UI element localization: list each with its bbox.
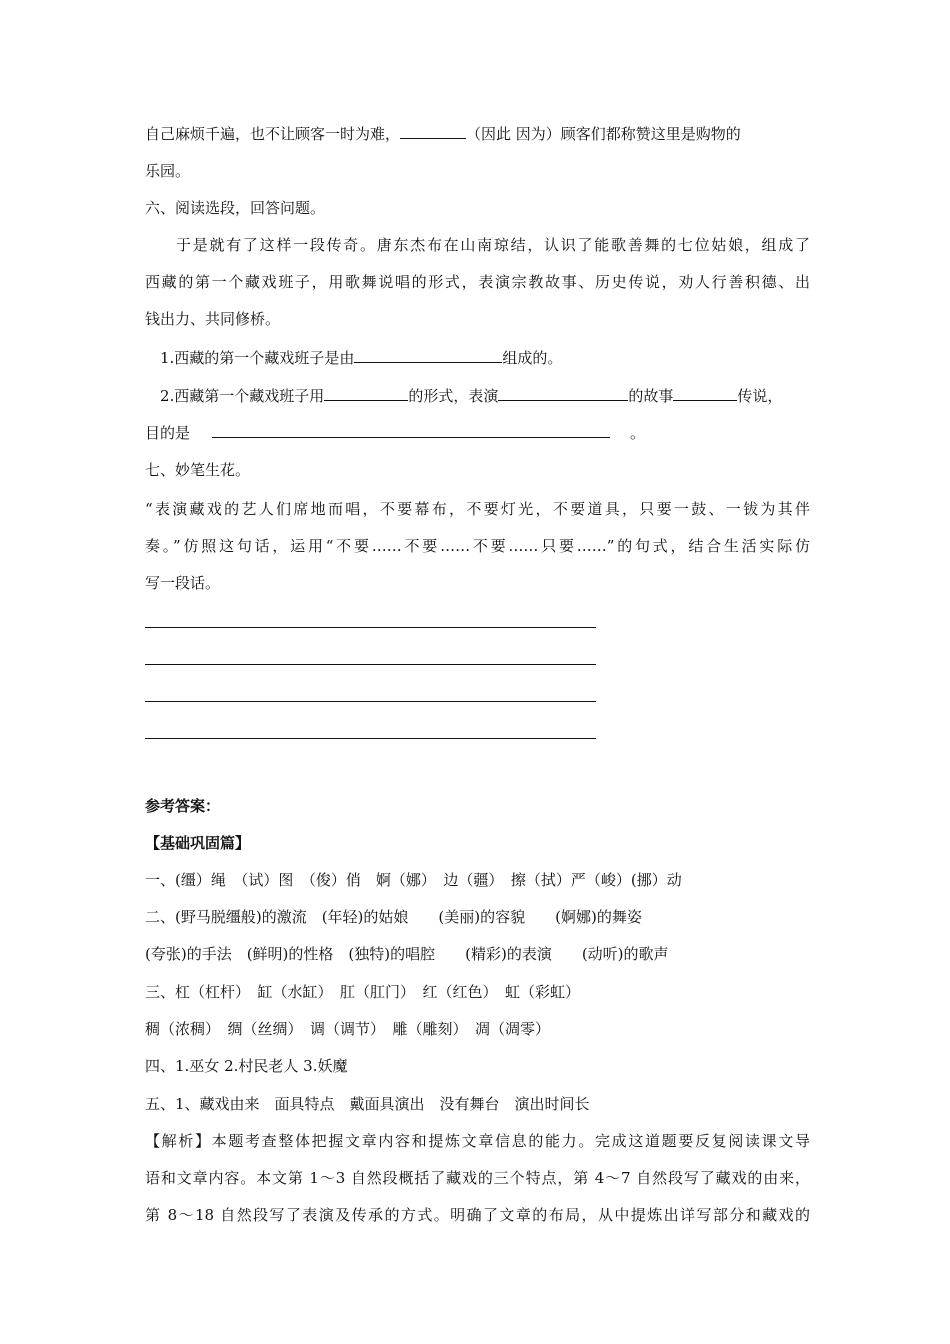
answer-line: 【解析】本题考查整体把握文章内容和提炼文章信息的能力。完成这道题要反复阅读课文导 xyxy=(145,1132,810,1150)
answers-heading: 参考答案： xyxy=(145,797,221,815)
writing-line[interactable] xyxy=(145,701,596,702)
section-heading: 七、妙笔生花。 xyxy=(145,461,251,479)
passage-line: 西藏的第一个藏戏班子，用歌舞说唱的形式，表演宗教故事、历史传说，劝人行善积德、出 xyxy=(145,273,810,291)
text-line: 乐园。 xyxy=(145,162,191,180)
answer-line: 四、1.巫女 2.村民老人 3.妖魔 xyxy=(145,1057,348,1075)
answer-line: 三、杠（杠杆） 缸（水缸） 肛（肛门） 红（红色） 虹（彩虹） xyxy=(145,983,581,1001)
answer-line: 稠（浓稠） 绸（丝绸） 调（调节） 雕（雕刻） 凋（凋零） xyxy=(145,1020,551,1038)
fill-in-blank[interactable] xyxy=(400,122,466,139)
text-fragment: 目的是 xyxy=(145,424,191,442)
prompt-line: 奏。”仿照这句话，运用“不要……不要……不要……只要……”的句式，结合生活实际仿 xyxy=(145,537,810,555)
fill-in-blank[interactable] xyxy=(673,384,737,401)
writing-line[interactable] xyxy=(145,738,596,739)
fill-in-blank[interactable] xyxy=(354,346,502,363)
fill-in-blank[interactable] xyxy=(212,421,610,438)
passage-line: 于是就有了这样一段传奇。唐东杰布在山南琼结，认识了能歌善舞的七位姑娘，组成了 xyxy=(176,236,810,254)
question-2 xyxy=(160,383,815,409)
answer-line: 五、1、藏戏由来 面具特点 戴面具演出 没有舞台 演出时间长 xyxy=(145,1095,590,1113)
fill-in-blank[interactable] xyxy=(324,384,408,401)
section-heading: 六、阅读选段，回答问题。 xyxy=(145,199,326,217)
text-line xyxy=(145,121,810,147)
text-fragment: 组成的。 xyxy=(502,349,563,367)
writing-line[interactable] xyxy=(145,627,596,628)
text-fragment: 。 xyxy=(630,424,646,442)
text-fragment: 的形式，表演 xyxy=(408,387,499,405)
text-fragment: 自己麻烦千遍，也不让顾客一时为难， xyxy=(145,125,401,143)
answer-line: 一、(缰）绳 （试）图 （俊）俏 婀（娜） 边（疆） 擦（拭）严（峻）(挪）动 xyxy=(145,871,682,889)
answer-line: (夸张)的手法 (鲜明)的性格 (独特)的唱腔 (精彩)的表演 (动听)的歌声 xyxy=(145,945,669,963)
text-fragment: 的故事 xyxy=(628,387,674,405)
answer-line: 语和文章内容。本文第 1～3 自然段概括了藏戏的三个特点，第 4～7 自然段写了藏戏的由来， xyxy=(145,1169,810,1187)
answer-line: 第 8～18 自然段写了表演及传承的方式。明确了文章的布局，从中提炼出详写部分和藏戏的 xyxy=(145,1206,810,1224)
answers-section: 【基础巩固篇】 xyxy=(145,834,251,852)
prompt-line: 写一段话。 xyxy=(145,574,221,592)
writing-line[interactable] xyxy=(145,664,596,665)
text-fragment: 2.西藏第一个藏戏班子用 xyxy=(160,387,325,405)
question-2-continued xyxy=(145,420,810,446)
answer-line: 二、(野马脱缰般)的激流 (年轻)的姑娘 (美丽)的容貌 (婀娜)的舞姿 xyxy=(145,908,642,926)
question-1 xyxy=(160,345,810,371)
text-fragment: （因此 因为）顾客们都称赞这里是购物的 xyxy=(466,125,741,143)
passage-line: 钱出力、共同修桥。 xyxy=(145,310,281,328)
fill-in-blank[interactable] xyxy=(498,384,628,401)
text-fragment: 传说， xyxy=(737,387,783,405)
text-fragment: 1.西藏的第一个藏戏班子是由 xyxy=(160,349,355,367)
prompt-line: “表演藏戏的艺人们席地而唱，不要幕布，不要灯光，不要道具，只要一鼓、一钹为其伴 xyxy=(145,500,810,518)
